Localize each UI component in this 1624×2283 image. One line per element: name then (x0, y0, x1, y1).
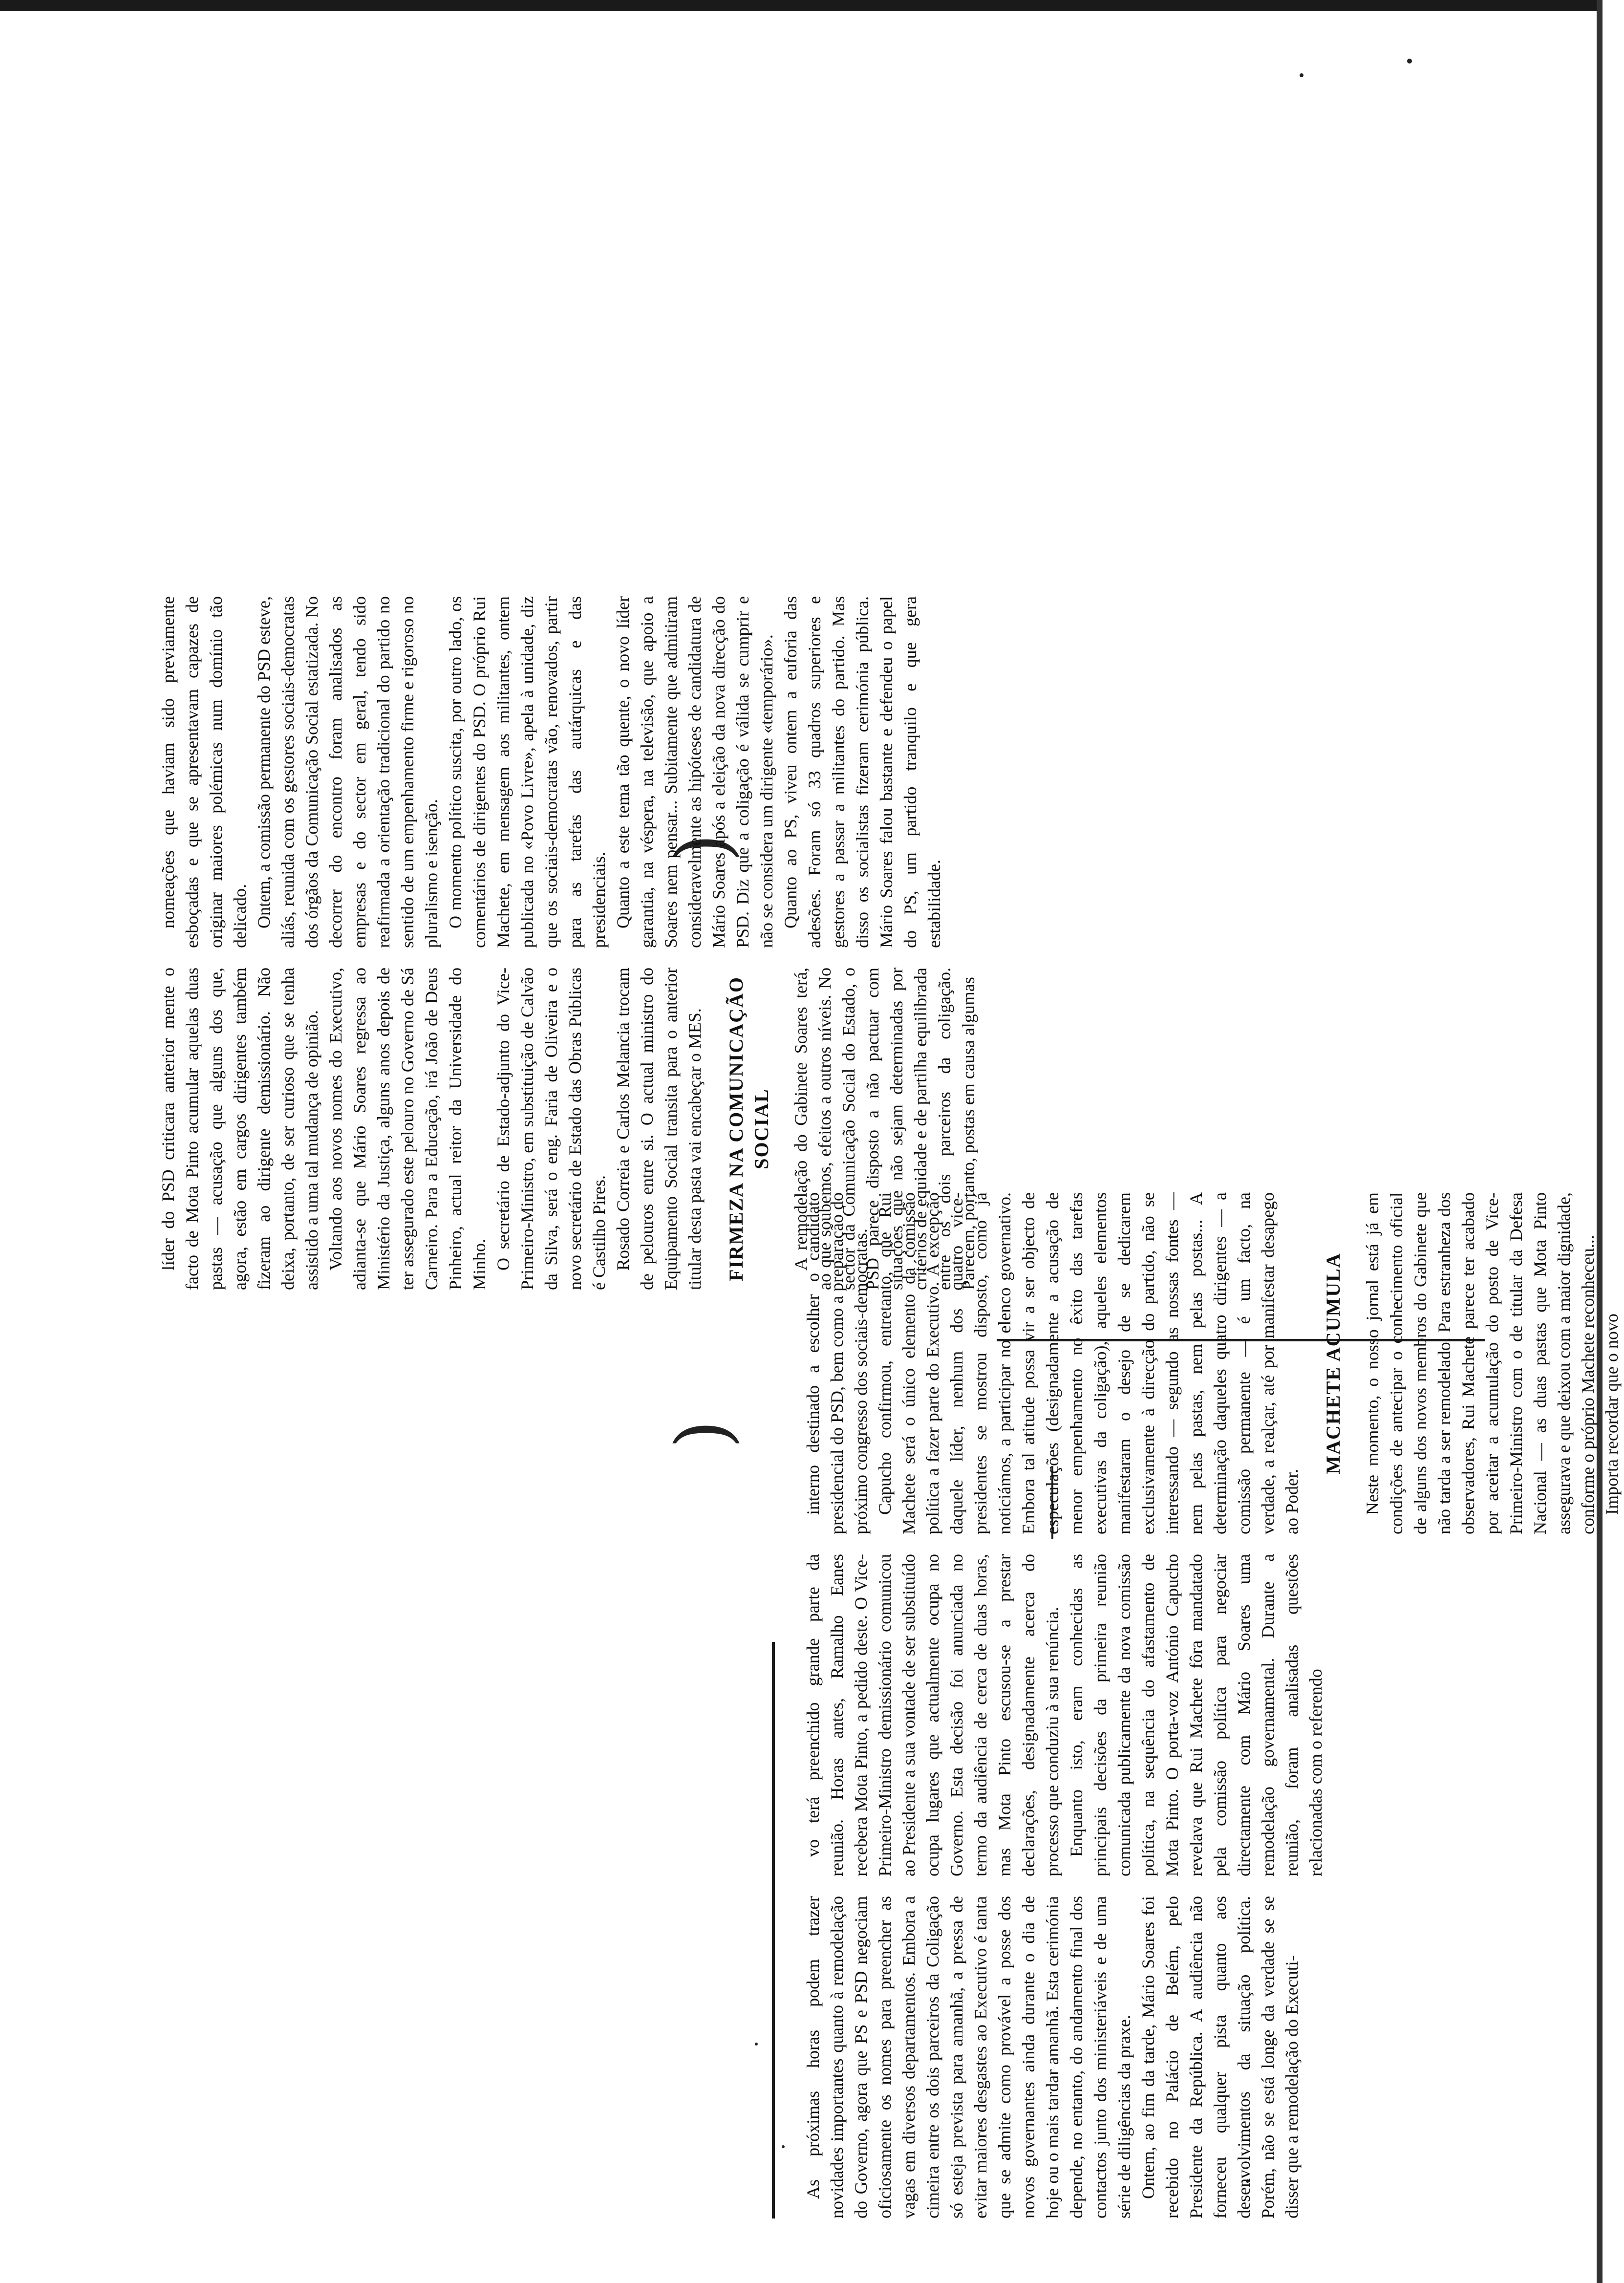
article-column (801, 1192, 1622, 1534)
paragraph: Neste momento, o nosso jornal está já em condições de antecipar o conhecimento oficial de alguns dos novos membros do Gabinete que não tarda a ser remodelado. Para estranheza dos observadores, Rui Machete parece ter acabado por aceitar a acumulação do posto de Vice-Primeiro-Ministro com o de titular da Defesa Nacional — as duas pastas que Mota Pinto assegurava e que deixou com a maior dignidade, conforme o próprio Machete reconheceu... (1363, 1192, 1598, 1534)
section-subheading: MACHETE ACUMULA (1322, 1252, 1344, 1474)
newspaper-article (156, 156, 1622, 2218)
paragraph: Capucho confirmou, entretanto, que Rui Machete será o único elemento da comissão política a fazer parte do Executivo. À excepção daquele líder, nenhum dos quatro vice-presidentes se mostrou disposto, como já noticiámos, a participar no elenco governativo. Embora tal atitude possa vir a ser objecto de especulações (designadamente a acusação de menor empenhamento no êxito das tarefas executivas da coligação), aqueles elementos manifestaram o desejo de se dedicarem exclusivamente à direcção do partido, não se interessando — segundo as nossas fontes — nem pelas pastas, nem pelas postas... A determinação daqueles quatro dirigentes — a comissão permanente — é um facto, na verdade, a realçar, até por manifestar desapego ao Poder. (875, 1192, 1302, 1534)
scan-edge-right (1597, 0, 1603, 2283)
margin-mark-lower: ) (661, 1420, 746, 1449)
section-subheading: FIRMEZA NA COMUNICAÇÃO SOCIAL (725, 976, 772, 1281)
paragraph: interno destinado a escolher o candidato presidencial do PSD, bem como a preparação do próximo congresso dos sociais-democratas. (803, 1192, 871, 1534)
paragraph: Importa recordar que o novo (1602, 1314, 1622, 1515)
article-column (801, 1896, 1417, 2218)
paragraph: líder do PSD criticara anterior mente o facto de Mota Pinto acumular aquelas duas pastas — acusação que alguns dos que, agora, estão em cargos dirigentes também fizeram ao dirigente demissionário. Não deixa, portanto, de ser curioso que se tenha assistido a uma tal mudança de opinião. (158, 968, 321, 1290)
article-column (801, 1554, 1417, 1876)
paragraph: Ontem, ao fim da tarde, Mário Soares foi recebido no Palácio de Belém, pelo Presidente da República. A audiência não forneceu qualquer pista quanto aos desenvolvimentos da situação política. Porém, não se está longe da verdade se se disser que a remodelação do Executi- (1138, 1896, 1302, 2218)
scan-speck (1300, 73, 1303, 77)
paragraph: Quanto a este tema tão quente, o novo líder garantia, na véspera, na televisão, que apoio a Soares nem pensar... Subitamente que admitiram consideravelmente as hipóteses de candidatura de Mário Soares após a eleição da nova direcção do PSD. Diz que a coligação é válida se cumprir e não se considera um dirigente «temporário». (613, 596, 776, 948)
paragraph: O momento político suscita, por outro lado, os comentários de dirigentes do PSD. O próprio Rui Machete, em mensagem aos militantes, ontem publicada no «Povo Livre», apela à unidade, diz que os sociais-democratas vão, renovados, partir para as tarefas das autárquicas e das presidenciais. (446, 596, 609, 948)
paragraph: Voltando aos novos nomes do Executivo, adianta-se que Mário Soares regressa ao Ministério da Justiça, alguns anos depois de ter assegurado este pelouro no Governo de Sá Carneiro. Para a Educação, irá João de Deus Pinheiro, actual reitor da Universidade do Minho. (326, 968, 489, 1290)
margin-mark-upper: ) (661, 833, 746, 862)
paragraph: Rosado Correia e Carlos Melancia trocam de pelouros entre si. O actual ministro do Equipamento Social transita para o anterior titular desta pasta vai encabeçar o MES. (613, 968, 705, 1290)
paragraph: vo terá preenchido grande parte da reunião. Horas antes, Ramalho Eanes recebera Mota Pinto, a pedido deste. O Vice-Primeiro-Ministro demissionário comunicou ao Presidente a sua vontade de ser substituído ocupa lugares que actualmente ocupa no Governo. Esta decisão foi anunciada no termo da audiência de cerca de duas horas, mas Mota Pinto escusou-se a prestar declarações, designadamente acerca do processo que conduziu à sua renúncia. (803, 1554, 1062, 1876)
paragraph: A remodelação do Gabinete Soares terá, ao que soubemos, efeitos a outros níveis. No sector da Comunicação Social do Estado, o PSD parece disposto a não pactuar com situações que não sejam determinadas por critérios de equidade e de partilha equilibrada entre os dois parceiros da coligação. Parecem, portanto, postas em causa algumas (791, 968, 978, 1290)
column-divider (772, 1642, 775, 2218)
paragraph: Quanto ao PS, viveu ontem a euforia das adesões. Foram só 33 quadros superiores e gestores a passar a militantes do partido. Mas disso os socialistas fizeram cerimónia pública. Mário Soares falou bastante e defendeu o papel do PS, um partido tranquilo e que gera estabilidade. (781, 596, 944, 948)
paragraph: nomeações que haviam sido previamente esboçadas e que se apresentavam capazes de originar maiores polémicas num domínio tão delicado. (158, 596, 250, 948)
paragraph: Ontem, a comissão permanente do PSD esteve, aliás, reunida com os gestores sociais-democratas dos órgãos da Comunicação Social estatizada. No decorrer do encontro foram analisados as empresas e do sector em geral, tendo sido reafirmada a orientação tradicional do partido no sentido de um empenhamento firme e rigoroso no pluralismo e isenção. (254, 596, 441, 948)
scan-speck (1407, 59, 1412, 64)
paragraph: As próximas horas podem trazer novidades importantes quanto à remodelação do Governo, agora que PS e PSD negociam oficiosamente os nomes para preencher as vagas em diversos departamentos. Embora a cimeira entre os dois parceiros da Coligação só esteja prevista para amanhã, a pressa de evitar maiores desgastes ao Executivo é tanta que se admite como provável a posse dos novos governantes ainda durante o dia de hoje ou o mais tardar amanhã. Esta cerimónia depende, no entanto, do andamento final dos contactos junto dos ministeriáveis e de uma série de diligências da praxe. (803, 1896, 1134, 2218)
paragraph: Enquanto isto, eram conhecidas as principais decisões da primeira reunião comunicada publicamente da nova comissão política, na sequência do afastamento de Mota Pinto. O porta-voz António Capucho revelava que Rui Machete fôra mandatado pela comissão política para negociar directamente com Mário Soares uma remodelação governamental. Durante a reunião, foram analisadas questões relacionadas com o referendo (1067, 1554, 1325, 1876)
article-column (156, 596, 944, 948)
scan-edge-top (0, 0, 1603, 11)
article-block-1 (801, 156, 1622, 2218)
article-column (156, 968, 978, 1290)
paragraph: O secretário de Estado-adjunto do Vice-Primeiro-Ministro, em substituição de Calvão da Silva, será o eng. Faria de Oliveira e o novo secretário de Estado das Obras Públicas é Castilho Pires. (493, 968, 609, 1290)
